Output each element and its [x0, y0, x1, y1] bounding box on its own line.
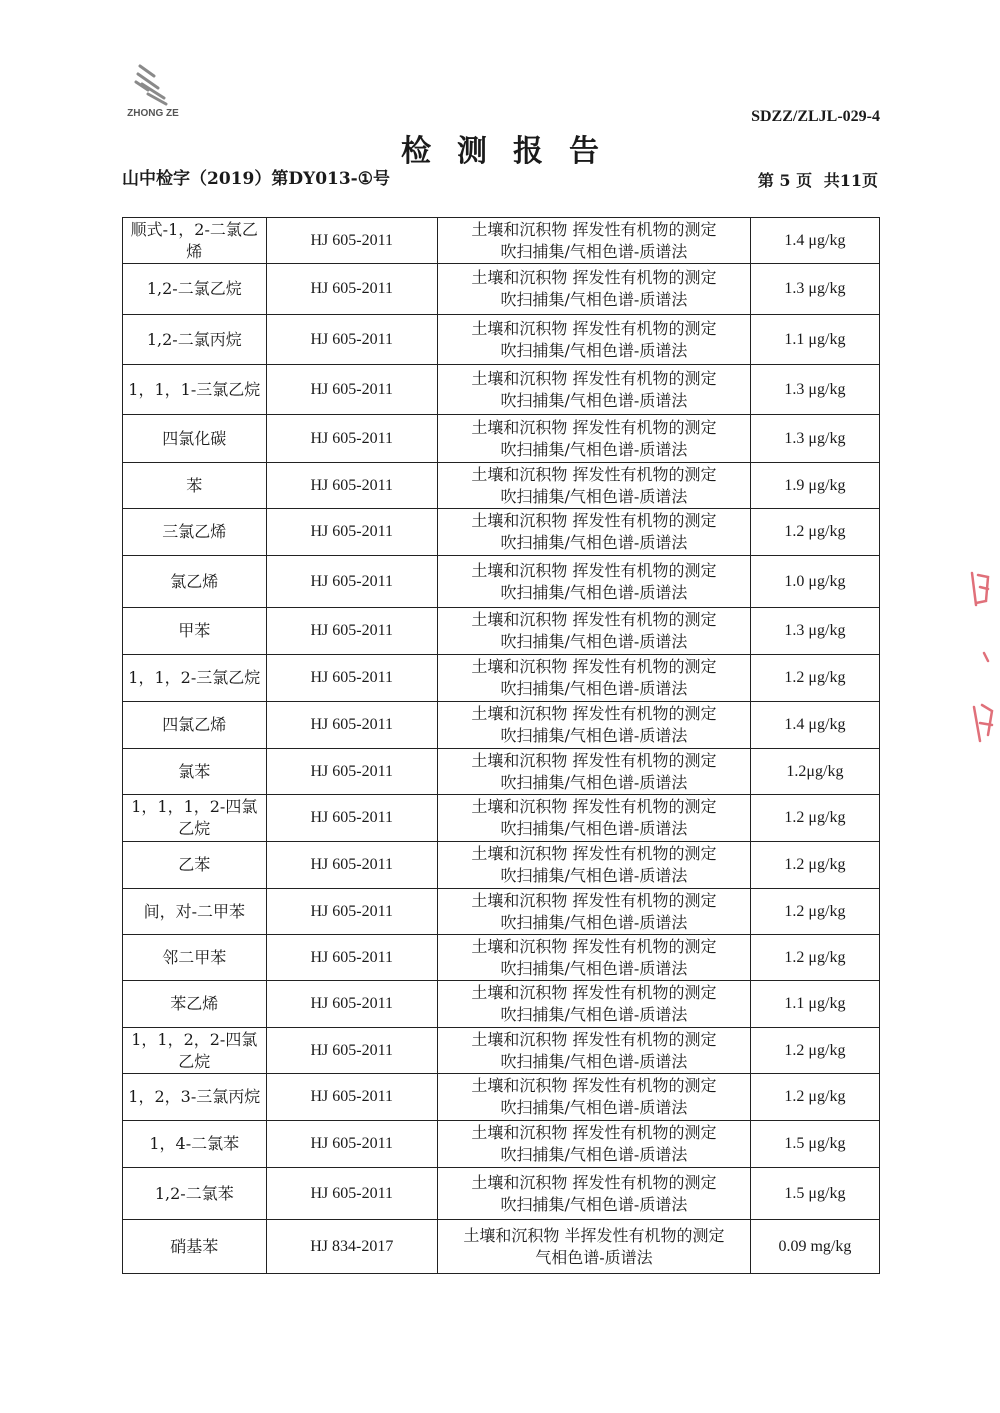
test-item-cell: 乙苯 [123, 842, 267, 889]
table-row [123, 264, 880, 315]
detection-limit-cell: 1.2 μg/kg [750, 1028, 879, 1074]
method-line-2: 气相色谱-质谱法 [535, 1247, 653, 1267]
method-line-1: 土壤和沉积物 挥发性有机物的测定 [471, 464, 717, 484]
standard-cell: HJ 605-2011 [266, 655, 437, 702]
detection-limit-cell: 1.2 μg/kg [750, 889, 879, 935]
method-line-2: 吹扫捕集/气相色谱-质谱法 [500, 632, 688, 651]
method-line-1: 土壤和沉积物 挥发性有机物的测定 [471, 704, 717, 723]
method-cell [437, 889, 750, 935]
seal-stamp-fragment [966, 565, 998, 745]
standard-cell: HJ 605-2011 [266, 889, 437, 935]
table-row [123, 655, 880, 702]
method-line-1: 土壤和沉积物 挥发性有机物的测定 [471, 219, 717, 239]
test-item-cell: 1，1，2-三氯乙烷 [123, 655, 267, 702]
method-cell [437, 556, 750, 608]
test-item-cell: 苯 [123, 463, 267, 509]
test-item-cell: 三氯乙烯 [123, 509, 267, 556]
standard-cell: HJ 605-2011 [266, 509, 437, 556]
method-line-1: 土壤和沉积物 挥发性有机物的测定 [471, 797, 717, 816]
results-table [122, 217, 880, 1274]
standard-cell: HJ 605-2011 [266, 935, 437, 981]
table-row [123, 1121, 880, 1168]
test-item-cell: 1,2-二氯苯 [123, 1168, 267, 1220]
detection-limit-cell: 1.3 μg/kg [750, 365, 879, 415]
method-line-2: 吹扫捕集/气相色谱-质谱法 [500, 290, 688, 309]
table-row [123, 1220, 880, 1274]
method-cell [437, 1074, 750, 1121]
test-item-cell: 氯苯 [123, 749, 267, 795]
document-code: SDZZ/ZLJL-029-4 [751, 108, 880, 125]
method-line-1: 土壤和沉积物 挥发性有机物的测定 [471, 657, 717, 676]
table-row [123, 315, 880, 365]
method-line-2: 吹扫捕集/气相色谱-质谱法 [500, 679, 688, 698]
test-item-cell: 1，4-二氯苯 [123, 1121, 267, 1168]
method-line-2: 吹扫捕集/气相色谱-质谱法 [500, 958, 688, 978]
test-item-cell: 四氯乙烯 [123, 702, 267, 749]
table-row [123, 218, 880, 264]
standard-cell: HJ 605-2011 [266, 795, 437, 842]
table-row [123, 608, 880, 655]
standard-cell: HJ 605-2011 [266, 1028, 437, 1074]
detection-limit-cell: 0.09 mg/kg [750, 1220, 879, 1274]
method-line-2: 吹扫捕集/气相色谱-质谱法 [500, 340, 688, 360]
standard-cell: HJ 605-2011 [266, 365, 437, 415]
test-item-cell: 苯乙烯 [123, 981, 267, 1028]
table-row [123, 365, 880, 415]
table-row [123, 842, 880, 889]
standard-cell: HJ 605-2011 [266, 556, 437, 608]
method-cell [437, 1028, 750, 1074]
method-cell [437, 1121, 750, 1168]
table-row [123, 556, 880, 608]
method-cell [437, 365, 750, 415]
method-cell [437, 655, 750, 702]
method-line-2: 吹扫捕集/气相色谱-质谱法 [500, 390, 688, 410]
method-line-1: 土壤和沉积物 挥发性有机物的测定 [471, 560, 717, 580]
method-line-2: 吹扫捕集/气相色谱-质谱法 [500, 726, 688, 745]
standard-cell: HJ 605-2011 [266, 981, 437, 1028]
method-cell [437, 1168, 750, 1220]
method-cell [437, 264, 750, 315]
standard-cell: HJ 605-2011 [266, 1074, 437, 1121]
method-cell [437, 842, 750, 889]
results-table-body [123, 218, 880, 1274]
page-indicator [752, 168, 878, 191]
table-row [123, 1168, 880, 1220]
test-item-cell: 1，1，2，2-四氯乙烷 [123, 1028, 267, 1074]
table-row [123, 889, 880, 935]
method-line-1: 土壤和沉积物 挥发性有机物的测定 [471, 983, 717, 1002]
test-item-cell: 氯乙烯 [123, 556, 267, 608]
method-cell [437, 218, 750, 264]
method-line-2: 吹扫捕集/气相色谱-质谱法 [500, 866, 688, 885]
detection-limit-cell: 1.3 μg/kg [750, 264, 879, 315]
logo-text: ZHONG ZE [127, 108, 179, 119]
table-row [123, 1028, 880, 1074]
standard-cell: HJ 605-2011 [266, 842, 437, 889]
method-line-1: 土壤和沉积物 挥发性有机物的测定 [471, 511, 717, 530]
company-logo [118, 62, 188, 124]
standard-cell: HJ 605-2011 [266, 264, 437, 315]
table-row [123, 795, 880, 842]
method-cell [437, 415, 750, 463]
detection-limit-cell: 1.4 μg/kg [750, 218, 879, 264]
method-line-2: 吹扫捕集/气相色谱-质谱法 [500, 1005, 688, 1024]
table-row [123, 1074, 880, 1121]
test-item-cell: 1，2，3-三氯丙烷 [123, 1074, 267, 1121]
detection-limit-cell: 1.1 μg/kg [750, 981, 879, 1028]
detection-limit-cell: 1.9 μg/kg [750, 463, 879, 509]
test-item-cell: 顺式-1，2-二氯乙烯 [123, 218, 267, 264]
method-line-2: 吹扫捕集/气相色谱-质谱法 [500, 1098, 688, 1117]
table-row [123, 935, 880, 981]
standard-cell: HJ 605-2011 [266, 749, 437, 795]
detection-limit-cell: 1.2 μg/kg [750, 655, 879, 702]
table-row [123, 702, 880, 749]
method-cell [437, 608, 750, 655]
table-row [123, 749, 880, 795]
method-line-2: 吹扫捕集/气相色谱-质谱法 [500, 1051, 688, 1071]
test-item-cell: 1，1，1-三氯乙烷 [123, 365, 267, 415]
method-line-1: 土壤和沉积物 挥发性有机物的测定 [471, 318, 717, 338]
method-line-1: 土壤和沉积物 挥发性有机物的测定 [471, 1172, 717, 1192]
method-line-1: 土壤和沉积物 挥发性有机物的测定 [471, 1076, 717, 1095]
table-row [123, 463, 880, 509]
standard-cell: HJ 605-2011 [266, 608, 437, 655]
logo-stripes-icon [134, 62, 174, 106]
detection-limit-cell: 1.2μg/kg [750, 749, 879, 795]
test-item-cell: 甲苯 [123, 608, 267, 655]
standard-cell: HJ 605-2011 [266, 702, 437, 749]
detection-limit-cell: 1.4 μg/kg [750, 702, 879, 749]
standard-cell: HJ 605-2011 [266, 1168, 437, 1220]
test-item-cell: 间，对-二甲苯 [123, 889, 267, 935]
method-line-2: 吹扫捕集/气相色谱-质谱法 [500, 241, 688, 261]
standard-cell: HJ 605-2011 [266, 315, 437, 365]
standard-cell: HJ 605-2011 [266, 1121, 437, 1168]
method-line-1: 土壤和沉积物 挥发性有机物的测定 [471, 1123, 717, 1142]
method-line-1: 土壤和沉积物 半挥发性有机物的测定 [463, 1225, 725, 1245]
detection-limit-cell: 1.0 μg/kg [750, 556, 879, 608]
method-line-1: 土壤和沉积物 挥发性有机物的测定 [471, 610, 717, 629]
method-line-2: 吹扫捕集/气相色谱-质谱法 [500, 582, 688, 602]
standard-cell: HJ 605-2011 [266, 415, 437, 463]
method-cell [437, 702, 750, 749]
method-cell [437, 1220, 750, 1274]
method-line-2: 吹扫捕集/气相色谱-质谱法 [500, 533, 688, 552]
method-cell [437, 981, 750, 1028]
standard-cell: HJ 605-2011 [266, 218, 437, 264]
detection-limit-cell: 1.5 μg/kg [750, 1121, 879, 1168]
method-line-1: 土壤和沉积物 挥发性有机物的测定 [471, 844, 717, 863]
standard-cell: HJ 605-2011 [266, 463, 437, 509]
page-current: 第 5 页 [757, 171, 813, 190]
detection-limit-cell: 1.2 μg/kg [750, 509, 879, 556]
detection-limit-cell: 1.3 μg/kg [750, 415, 879, 463]
method-cell [437, 795, 750, 842]
test-item-cell: 四氯化碳 [123, 415, 267, 463]
test-item-cell: 1,2-二氯乙烷 [123, 264, 267, 315]
table-row [123, 415, 880, 463]
test-item-cell: 邻二甲苯 [123, 935, 267, 981]
method-cell [437, 935, 750, 981]
test-item-cell: 1,2-二氯丙烷 [123, 315, 267, 365]
method-line-2: 吹扫捕集/气相色谱-质谱法 [500, 772, 688, 792]
detection-limit-cell: 1.2 μg/kg [750, 842, 879, 889]
method-line-2: 吹扫捕集/气相色谱-质谱法 [500, 486, 688, 506]
standard-cell: HJ 834-2017 [266, 1220, 437, 1274]
method-line-1: 土壤和沉积物 挥发性有机物的测定 [471, 417, 717, 437]
test-item-cell: 1，1，1，2-四氯乙烷 [123, 795, 267, 842]
method-line-2: 吹扫捕集/气相色谱-质谱法 [500, 1145, 688, 1164]
method-line-2: 吹扫捕集/气相色谱-质谱法 [500, 819, 688, 838]
detection-limit-cell: 1.2 μg/kg [750, 1074, 879, 1121]
method-line-1: 土壤和沉积物 挥发性有机物的测定 [471, 890, 717, 910]
report-number: 山中检字（2019）第DY013-①号 [122, 169, 390, 189]
method-line-2: 吹扫捕集/气相色谱-质谱法 [500, 912, 688, 932]
method-cell [437, 463, 750, 509]
method-line-2: 吹扫捕集/气相色谱-质谱法 [500, 1194, 688, 1214]
detection-limit-cell: 1.1 μg/kg [750, 315, 879, 365]
method-cell [437, 749, 750, 795]
method-line-1: 土壤和沉积物 挥发性有机物的测定 [471, 1029, 717, 1049]
detection-limit-cell: 1.5 μg/kg [750, 1168, 879, 1220]
method-line-2: 吹扫捕集/气相色谱-质谱法 [500, 439, 688, 459]
method-line-1: 土壤和沉积物 挥发性有机物的测定 [471, 936, 717, 956]
method-cell [437, 509, 750, 556]
page-total: 共11页 [823, 171, 878, 190]
method-cell [437, 315, 750, 365]
detection-limit-cell: 1.2 μg/kg [750, 935, 879, 981]
detection-limit-cell: 1.3 μg/kg [750, 608, 879, 655]
method-line-1: 土壤和沉积物 挥发性有机物的测定 [471, 268, 717, 287]
table-row [123, 509, 880, 556]
detection-limit-cell: 1.2 μg/kg [750, 795, 879, 842]
method-line-1: 土壤和沉积物 挥发性有机物的测定 [471, 368, 717, 388]
table-row [123, 981, 880, 1028]
test-item-cell: 硝基苯 [123, 1220, 267, 1274]
method-line-1: 土壤和沉积物 挥发性有机物的测定 [471, 750, 717, 770]
page-title: 检测报告 [401, 134, 625, 169]
